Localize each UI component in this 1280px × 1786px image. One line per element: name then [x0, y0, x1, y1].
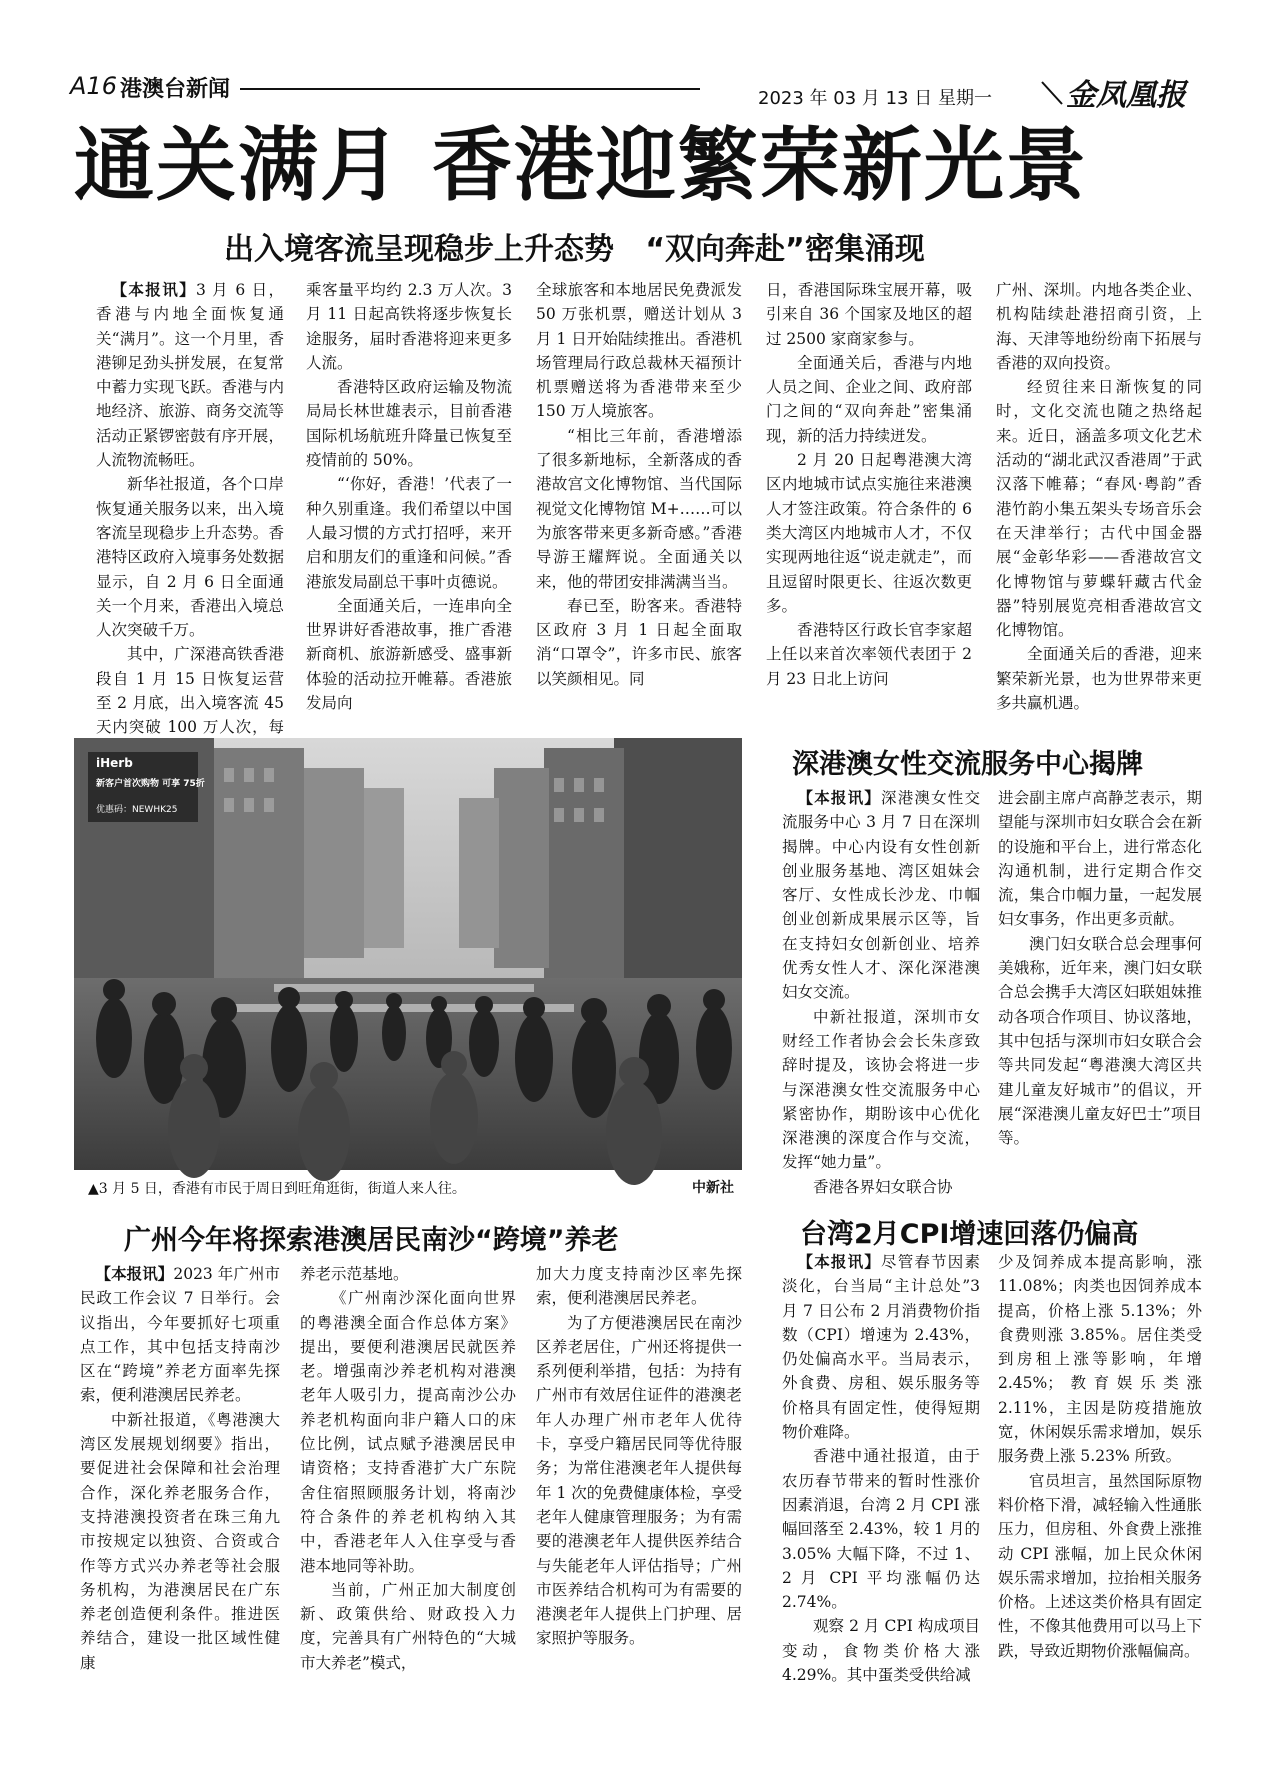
lead-paragraph: 广州、深圳。内地各类企业、机构陆续赴港招商引资，上海、天津等地纷纷南下拓展与香港的双向投资。 — [996, 281, 1202, 372]
news-tag: 【本报讯】 — [797, 789, 881, 807]
photo-caption: ▲3 月 5 日，香港有市民于周日到旺角逛街，街道人来人往。 — [88, 1181, 466, 1197]
issue-date: 2023 年 03 月 13 日 星期一 — [758, 88, 992, 109]
cpi-column-2 — [998, 1250, 1202, 1724]
photo-credit: 中新社 — [692, 1180, 734, 1196]
women-column-2 — [998, 786, 1202, 1166]
header-slash-divider — [1040, 80, 1064, 106]
lead-paragraph: 春已至，盼客来。香港特区政府 3 月 1 日起全面取消“口罩令”，许多市民、旅客以笑颜相见。同 — [536, 596, 742, 688]
nansha-column-1 — [80, 1262, 280, 1724]
nansha-paragraph: 为了方便港澳居民在南沙区养老居住，广州还将提供一系列便利举措，包括：为持有广州市有效居住证件的港澳老年人办理广州市老年人优待卡，享受户籍居民同等优待服务；为常住港澳老年人提供每年 1 次的免费健康体检，享受老年人健康管理服务；为有需要的港澳老年人提供医养结合与失能老年人评估指导；广州市医养结合机构可为有需要的港澳老年人提供上门护理、居家照护等服务。 — [536, 1313, 742, 1648]
news-tag: 【本报讯】 — [797, 1253, 881, 1271]
lead-headline: 通关满月 香港迎繁荣新光景 — [74, 119, 1088, 212]
women-center-headline: 深港澳女性交流服务中心揭牌 — [792, 749, 1143, 780]
news-tag: 【本报讯】 — [111, 281, 196, 299]
women-column-1 — [782, 786, 980, 1196]
nansha-paragraph: 【本报讯】2023 年广州市民政工作会议 7 日举行。会议指出，今年要抓好七项重点工作，其中包括支持南沙区在“跨境”养老方面率先探索，便利港澳居民养老。 — [80, 1265, 280, 1405]
lead-paragraph: 乘客量平均约 2.3 万人次。3 月 11 日起高铁将逐步恢复长途服务，届时香港将迎来更多人流。 — [306, 281, 512, 372]
nansha-column-3 — [536, 1262, 742, 1724]
lead-paragraph: 全面通关后，一连串向全世界讲好香港故事，推广香港新商机、旅游新感受、盛事新体验的活动拉开帷幕。香港旅发局向 — [306, 596, 512, 713]
lead-column-1 — [96, 278, 284, 737]
lead-column-2 — [306, 278, 512, 718]
lead-paragraph: 全球旅客和本地居民免费派发 50 万张机票，赠送计划从 3 月 1 日开始陆续推出。香港机场管理局行政总裁林天福预计机票赠送将为香港带来至少 150 万人境旅客。 — [536, 281, 742, 421]
nansha-headline: 广州今年将探索港澳居民南沙“跨境”养老 — [124, 1225, 619, 1256]
lead-paragraph: “‘你好，香港！’代表了一种久别重逢。我们希望以中国人最习惯的方式打招呼，来开启和朋友们的重逢和问候。”香港旅发局副总干事叶贞德说。 — [306, 475, 512, 591]
lead-paragraph: 【本报讯】3 月 6 日，香港与内地全面恢复通关“满月”。这一个月里，香港铆足劲头拼发展，在复常中蓄力实现飞跃。香港与内地经济、旅游、商务交流等活动正紧锣密鼓有序开展，人流物流畅旺。 — [96, 281, 284, 470]
section-name: 港澳台新闻 — [120, 77, 231, 102]
lead-column-4 — [766, 278, 972, 718]
lead-paragraph: “相比三年前，香港增添了很多新地标，全新落成的香港故宫文化博物馆、当代国际视觉文化博物馆 M+……可以为旅客带来更多新奇感。”香港导游王耀辉说。全面通关以来，他的带团安排满满当当。 — [536, 426, 742, 591]
lead-paragraph: 其中，广深港高铁香港段自 1 月 15 日恢复运营至 2 月底，出入境客流 45 天内突破 100 万人次，每 — [96, 645, 284, 737]
women-paragraph: 【本报讯】深港澳女性交流服务中心 3 月 7 日在深圳揭牌。中心内设有女性创新创业服务基地、湾区姐妹会客厅、女性成长沙龙、巾帼创业创新成果展示区等，旨在支持妇女创新创业、培养优秀女性人才、深化深港澳妇女交流。 — [782, 789, 980, 1002]
lead-paragraph: 全面通关后，香港与内地人员之间、企业之间、政府部门之间的“双向奔赴”密集涌现，新的活力持续迸发。 — [766, 353, 972, 445]
lead-subheadline: 出入境客流呈现稳步上升态势 “双向奔赴”密集涌现 — [224, 232, 925, 267]
billboard-promo-code: 优惠码：NEWHK25 — [96, 805, 178, 815]
lead-column-5 — [996, 278, 1202, 718]
women-paragraph: 中新社报道，深圳市女财经工作者协会会长朱彦致辞时提及，该协会将进一步与深港澳女性交流服务中心紧密协作，期盼该中心优化深港澳的深度合作与交流，发挥“她力量”。 — [782, 1007, 980, 1172]
cpi-paragraph: 少及饲养成本提高影响，涨 11.08%；肉类也因饲养成本提高，价格上涨 5.13%；外食费则涨 3.85%。居住类受到房租上涨等影响，年增 2.45%；教育娱乐类涨 2.11%，主因是防疫措施放宽，休闲娱乐需求增加，娱乐服务费上涨 5.23% 所致。 — [998, 1253, 1202, 1466]
lead-paragraph: 全面通关后的香港，迎来繁荣新光景，也为世界带来更多共赢机遇。 — [996, 645, 1202, 713]
cpi-paragraph: 观察 2 月 CPI 构成项目变动，食物类价格大涨 4.29%。其中蛋类受供给减 — [782, 1617, 980, 1685]
women-paragraph: 进会副主席卢高静芝表示，期望能与深圳市妇女联合会在新的设施和平台上，进行常态化沟通机制，进行定期合作交流，集合巾帼力量，一起发展妇女事务，作出更多贡献。 — [998, 789, 1202, 929]
billboard-brand: iHerb — [96, 756, 133, 770]
women-paragraph: 澳门妇女联合总会理事何美娥称，近年来，澳门妇女联合总会携手大湾区妇联姐妹推动各项合作项目、协议落地，其中包括与深圳市妇女联合会等共同发起“粤港澳大湾区共建儿童友好城市”的倡议，开展“深港澳儿童友好巴士”项目等。 — [998, 934, 1202, 1148]
lead-column-3 — [536, 278, 742, 718]
cpi-paragraph: 【本报讯】尽管春节因素淡化，台当局“主计总处”3 月 7 日公布 2 月消费物价指数（CPI）增速为 2.43%，仍处偏高水平。当局表示，外食费、房租、娱乐服务等价格具有固定性，使得短期物价难降。 — [782, 1253, 980, 1442]
cpi-paragraph: 官员坦言，虽然国际原物料价格下滑，减轻输入性通胀压力，但房租、外食费上涨推动 CPI 涨幅，加上民众休闲娱乐需求增加，拉抬相关服务价格。上述这类价格具有固定性，不像其他费用可以马上下跌，导致近期物价涨幅偏高。 — [998, 1471, 1202, 1660]
nansha-column-2 — [300, 1262, 516, 1724]
cpi-headline: 台湾2月CPI增速回落仍偏高 — [800, 1219, 1139, 1250]
lead-paragraph: 经贸往来日渐恢复的同时，文化交流也随之热络起来。近日，涵盖多项文化艺术活动的“湖北武汉香港周”于武汉落下帷幕；“春风·粤韵”香港竹韵小集五架头专场音乐会在天津举行；古代中国金器展“金彰华彩——香港故宫文化博物馆与萝蝶轩藏古代金器”特别展览亮相香港故宫文化博物馆。 — [996, 378, 1202, 640]
billboard-offer: 新客户首次购物 可享 75折 — [96, 779, 205, 789]
newspaper-logo: 金凤凰报 — [1066, 78, 1186, 113]
header-rule — [240, 88, 700, 90]
lead-paragraph: 香港特区政府运输及物流局局长林世雄表示，目前香港国际机场航班升降量已恢复至疫情前的 50%。 — [306, 378, 512, 470]
cpi-column-1 — [782, 1250, 980, 1724]
cpi-paragraph: 香港中通社报道，由于农历春节带来的暂时性涨价因素消退，台湾 2 月 CPI 涨幅回落至 2.43%，较 1 月的 3.05% 大幅下降，不过 1、2 月 CPI 平均涨幅仍达 2.74%。 — [782, 1447, 980, 1612]
lead-paragraph: 2 月 20 日起粤港澳大湾区内地城市试点实施往来港澳人才签注政策。符合条件的 6 类大湾区内地城市人才，不仅实现两地往返“说走就走”，而且逗留时限更长、往返次数更多。 — [766, 451, 972, 615]
page-number: A16 — [70, 72, 117, 100]
lead-paragraph: 日，香港国际珠宝展开幕，吸引来自 36 个国家及地区的超过 2500 家商家参与。 — [766, 281, 972, 348]
women-paragraph: 香港各界妇女联合协 — [813, 1177, 953, 1196]
news-tag: 【本报讯】 — [95, 1265, 174, 1283]
nansha-paragraph: 加大力度支持南沙区率先探索，便利港澳居民养老。 — [536, 1265, 742, 1308]
nansha-paragraph: 中新社报道，《粤港澳大湾区发展规划纲要》指出，要促进社会保障和社会治理合作，深化养老服务合作，支持港澳投资者在珠三角九市按规定以独资、合资或合作等方式兴办养老等社会服务机构，为港澳居民在广东养老创造便利条件。推进医养结合，建设一批区域性健康 — [80, 1410, 280, 1672]
nansha-paragraph: 当前，广州正加大制度创新、政策供给、财政投入力度，完善具有广州特色的“大城市大养老”模式， — [300, 1580, 516, 1672]
nansha-paragraph: 《广州南沙深化面向世界的粤港澳全面合作总体方案》提出，要便利港澳居民就医养老。增强南沙养老机构对港澳老年人吸引力，提高南沙公办养老机构面向非户籍人口的床位比例，试点赋予港澳居民申请资格；支持香港扩大广东院舍住宿照顾服务计划，将南沙符合条件的养老机构纳入其中，香港老年人入住享受与香港本地同等补助。 — [300, 1289, 516, 1575]
lead-paragraph: 新华社报道，各个口岸恢复通关服务以来，出入境客流呈现稳步上升态势。香港特区政府入境事务处数据显示，自 2 月 6 日全面通关一个月来，香港出入境总人次突破千万。 — [96, 475, 284, 640]
nansha-paragraph: 养老示范基地。 — [300, 1265, 409, 1283]
lead-paragraph: 香港特区行政长官李家超上任以来首次率领代表团于 2 月 23 日北上访问 — [766, 621, 972, 688]
street-crowd-photo — [74, 738, 742, 1170]
